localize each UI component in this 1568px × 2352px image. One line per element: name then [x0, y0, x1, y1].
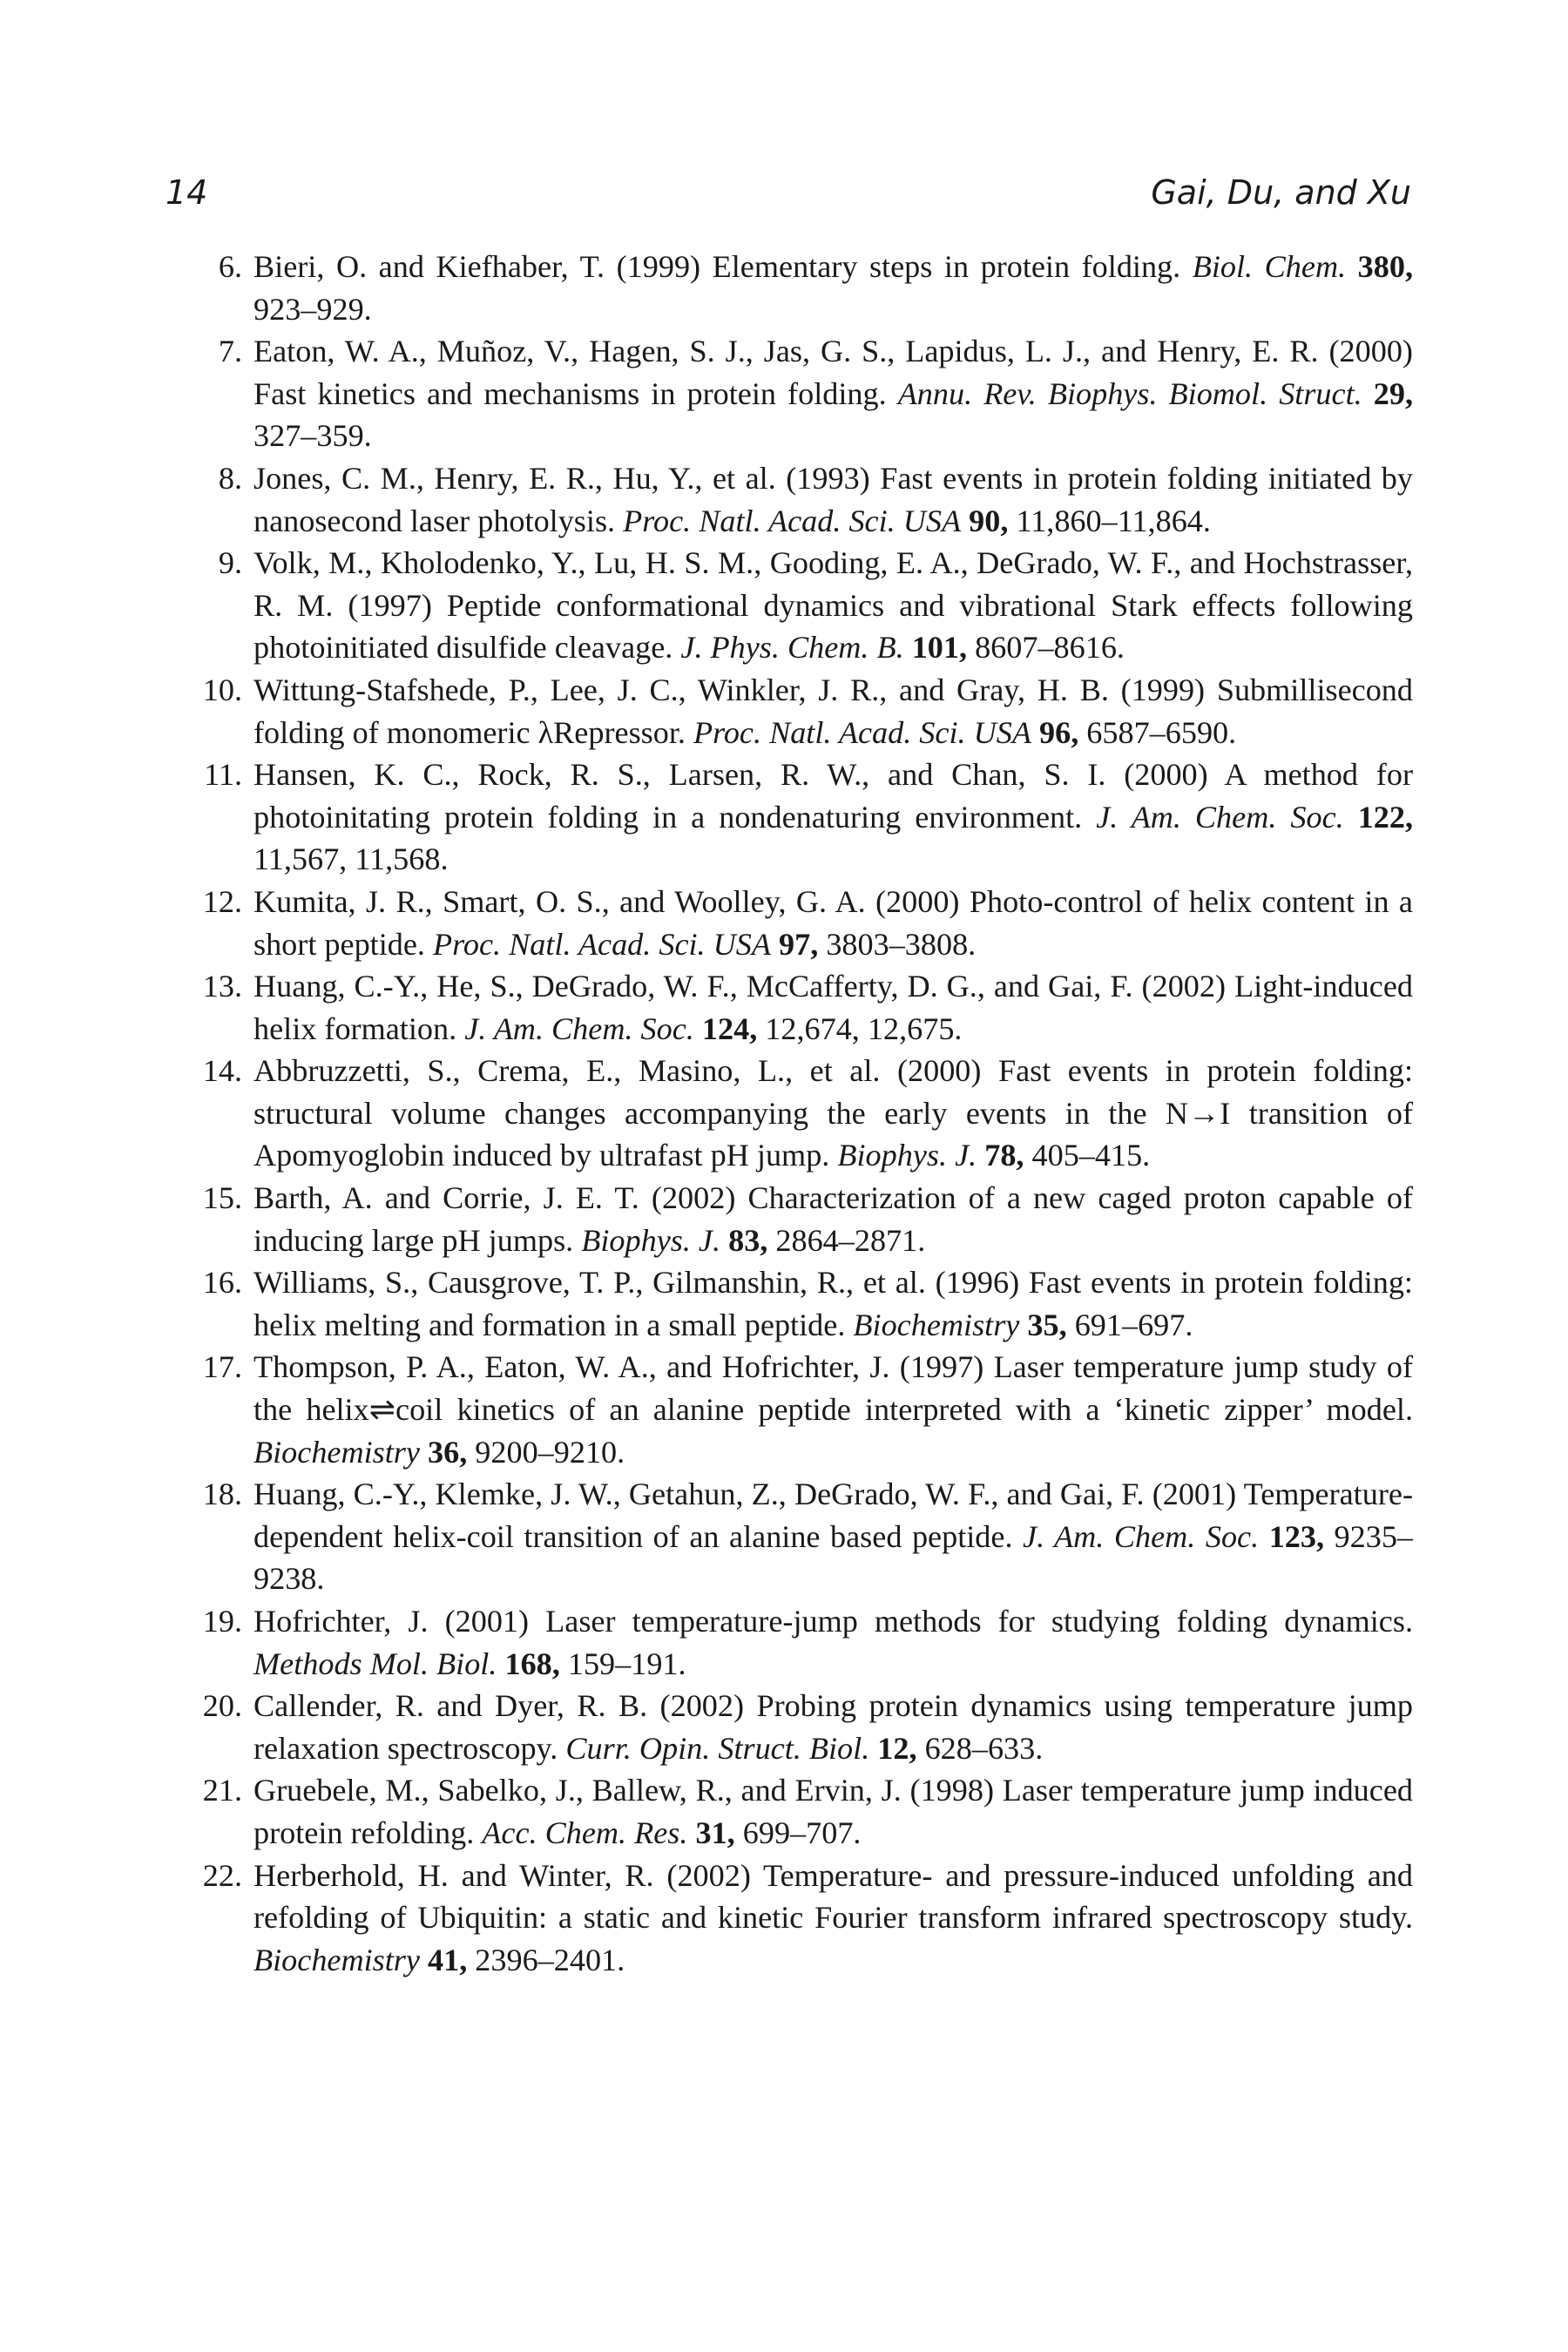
reference-text — [242, 1600, 1413, 1685]
reference-pages: 3803–3808. — [818, 926, 977, 962]
reference-journal: Proc. Natl. Acad. Sci. USA — [693, 714, 1031, 750]
reference-text — [242, 330, 1413, 457]
reference-number: 20. — [202, 1688, 242, 1724]
reference-journal: Biophys. J. — [837, 1138, 977, 1173]
reference-volume: 168, — [504, 1646, 560, 1681]
reference-item — [162, 1600, 1413, 1685]
reference-authors-title: Gruebele, M., Sabelko, J., Ballew, R., and Ervin, J. (1998) Laser temperature jump induced protein refolding. — [253, 1773, 1413, 1850]
reference-separator — [1344, 800, 1358, 835]
reference-number: 10. — [202, 672, 242, 707]
reference-text — [242, 754, 1413, 881]
reference-authors-title: Hansen, K. C., Rock, R. S., Larsen, R. W., and Chan, S. I. (2000) A method for photoinitating protein folding in a nondenaturing environment. — [253, 757, 1413, 835]
reference-authors-title: Kumita, J. R., Smart, O. S., and Woolley, G. A. (2000) Photo-control of helix content in a short peptide. — [253, 883, 1413, 962]
reference-volume: 83, — [728, 1222, 768, 1258]
reference-journal: Biol. Chem. — [1192, 249, 1347, 284]
reference-text — [242, 1769, 1413, 1854]
reference-item — [162, 1685, 1413, 1769]
reference-separator — [771, 927, 779, 962]
reference-pages: 6587–6590. — [1078, 714, 1237, 750]
running-head-authors: Gai, Du, and Xu — [1151, 173, 1411, 212]
reference-authors-title: Barth, A. and Corrie, J. E. T. (2002) Characterization of a new caged proton capable of inducing large pH jumps. — [253, 1180, 1413, 1258]
reference-text — [242, 1050, 1413, 1177]
reference-item — [162, 1261, 1413, 1346]
reference-number: 11. — [204, 757, 242, 793]
reference-separator — [869, 1731, 877, 1766]
reference-item — [162, 246, 1413, 330]
reference-volume: 90, — [969, 503, 1009, 538]
reference-separator — [1259, 1519, 1269, 1554]
reference-authors-title: Callender, R. and Dyer, R. B. (2002) Probing protein dynamics using temperature jump relaxation spectroscopy. — [253, 1688, 1413, 1766]
reference-item — [162, 1050, 1413, 1177]
reference-text — [242, 1855, 1413, 1982]
reference-number: 14. — [202, 1053, 242, 1089]
reference-item — [162, 1855, 1413, 1982]
reference-authors-title: Hofrichter, J. (2001) Laser temperature-jump methods for studying folding dynamics. — [253, 1604, 1413, 1639]
reference-number: 9. — [218, 545, 242, 581]
reference-pages: 691–697. — [1066, 1307, 1193, 1342]
reference-journal: Biophys. J. — [581, 1222, 721, 1258]
reference-journal: Annu. Rev. Biophys. Biomol. Struct. — [897, 375, 1362, 411]
reference-journal: Methods Mol. Biol. — [253, 1646, 497, 1681]
reference-item — [162, 457, 1413, 542]
reference-pages: 8607–8616. — [967, 630, 1125, 666]
reference-list — [162, 246, 1413, 1981]
reference-journal: J. Am. Chem. Soc. — [1023, 1518, 1260, 1554]
reference-volume: 78, — [984, 1138, 1024, 1173]
reference-pages: 11,567, 11,568. — [253, 841, 449, 877]
reference-pages: 923–929. — [253, 291, 372, 327]
reference-item — [162, 330, 1413, 457]
reference-text — [242, 542, 1413, 669]
reference-separator — [720, 1223, 728, 1258]
reference-pages: 9235–9238. — [253, 1518, 1414, 1597]
reference-volume: 123, — [1268, 1518, 1325, 1554]
reference-journal: Proc. Natl. Acad. Sci. USA — [433, 926, 771, 962]
reference-pages: 628–633. — [916, 1730, 1044, 1766]
running-head — [166, 171, 1411, 214]
reference-authors-title: Volk, M., Kholodenko, Y., Lu, H. S. M., Gooding, E. A., DeGrado, W. F., and Hochstrasser, R. M. (1997) Peptide conformational dynamics and vibrational Stark effects following photoinitiated disulfide cleavage. — [253, 545, 1413, 666]
reference-pages: 2864–2871. — [767, 1222, 926, 1258]
reference-volume: 29, — [1373, 375, 1413, 411]
reference-journal: Proc. Natl. Acad. Sci. USA — [623, 503, 962, 538]
reference-number: 13. — [202, 969, 242, 1004]
reference-number: 15. — [202, 1180, 242, 1216]
reference-volume: 124, — [701, 1010, 758, 1046]
reference-volume: 36, — [428, 1434, 468, 1470]
reference-text — [242, 881, 1413, 965]
page-number: 14 — [166, 173, 208, 212]
reference-text — [242, 1685, 1413, 1769]
reference-text — [242, 1346, 1413, 1473]
reference-item — [162, 1769, 1413, 1854]
reference-authors-title: Williams, S., Causgrove, T. P., Gilmanshin, R., et al. (1996) Fast events in protein folding: helix melting and formation in a small peptide. — [253, 1265, 1413, 1342]
reference-pages: 2396–2401. — [467, 1942, 625, 1977]
reference-pages: 11,860–11,864. — [1008, 503, 1211, 538]
reference-separator — [977, 1138, 984, 1173]
reference-separator — [420, 1435, 428, 1470]
reference-volume: 31, — [695, 1815, 735, 1850]
reference-text — [242, 1261, 1413, 1346]
reference-item — [162, 1346, 1413, 1473]
reference-journal: J. Phys. Chem. B. — [680, 630, 904, 666]
reference-authors-title: Jones, C. M., Henry, E. R., Hu, Y., et al. (1993) Fast events in protein folding initiated by nanosecond laser photolysis. — [253, 460, 1413, 538]
reference-text — [242, 669, 1413, 754]
reference-volume: 380, — [1357, 249, 1413, 284]
reference-authors-title: Thompson, P. A., Eaton, W. A., and Hofrichter, J. (1997) Laser temperature jump study of the helix⇌coil kinetics of an alanine peptide interpreted with a ‘kinetic zipper’ model. — [253, 1349, 1413, 1428]
reference-separator — [904, 630, 912, 665]
reference-number: 18. — [202, 1477, 242, 1512]
reference-number: 16. — [202, 1265, 242, 1301]
reference-text — [242, 1473, 1413, 1600]
reference-volume: 41, — [428, 1942, 468, 1977]
reference-item — [162, 754, 1413, 881]
reference-text — [242, 457, 1413, 542]
reference-item — [162, 1473, 1413, 1600]
reference-item — [162, 542, 1413, 669]
reference-number: 19. — [202, 1604, 242, 1639]
reference-number: 6. — [218, 249, 242, 284]
reference-separator — [961, 504, 969, 538]
reference-number: 7. — [218, 334, 242, 369]
reference-item — [162, 881, 1413, 965]
reference-volume: 101, — [911, 630, 968, 666]
reference-authors-title: Abbruzzetti, S., Crema, E., Masino, L., et al. (2000) Fast events in protein folding: structural volume changes accompanying the early events in the N→I transition of Apomyoglobin induced by ultrafast pH jump. — [253, 1053, 1413, 1173]
reference-journal: Biochemistry — [853, 1307, 1020, 1342]
reference-journal: J. Am. Chem. Soc. — [464, 1010, 694, 1046]
reference-pages: 327–359. — [253, 418, 372, 454]
reference-pages: 159–191. — [559, 1646, 686, 1681]
reference-journal: Curr. Opin. Struct. Biol. — [565, 1730, 870, 1766]
reference-item — [162, 669, 1413, 754]
reference-number: 22. — [202, 1857, 242, 1893]
reference-item — [162, 1177, 1413, 1261]
reference-pages: 9200–9210. — [467, 1434, 625, 1470]
reference-volume: 97, — [779, 926, 819, 962]
reference-separator — [420, 1943, 428, 1977]
reference-separator — [1031, 715, 1039, 750]
reference-volume: 12, — [877, 1730, 917, 1766]
reference-separator — [1362, 376, 1374, 411]
reference-authors-title: Huang, C.-Y., Klemke, J. W., Getahun, Z., DeGrado, W. F., and Gai, F. (2001) Temperature-dependent helix-coil transition of an alanine based peptide. — [253, 1477, 1413, 1554]
reference-text — [242, 965, 1413, 1050]
reference-number: 8. — [218, 460, 242, 496]
reference-journal: Biochemistry — [253, 1942, 420, 1977]
reference-journal: Acc. Chem. Res. — [482, 1815, 688, 1850]
reference-volume: 96, — [1039, 714, 1079, 750]
reference-pages: 12,674, 12,675. — [757, 1010, 963, 1046]
reference-item — [162, 965, 1413, 1050]
reference-authors-title: Herberhold, H. and Winter, R. (2002) Temperature- and pressure-induced unfolding and refolding of Ubiquitin: a static and kinetic Fourier transform infrared spectroscopy study. — [253, 1857, 1413, 1936]
reference-journal: Biochemistry — [253, 1434, 420, 1470]
reference-journal: J. Am. Chem. Soc. — [1096, 799, 1344, 835]
reference-number: 21. — [202, 1773, 242, 1808]
reference-authors-title: Huang, C.-Y., He, S., DeGrado, W. F., McCafferty, D. G., and Gai, F. (2002) Light-induced helix formation. — [253, 969, 1413, 1046]
reference-text — [242, 1177, 1413, 1261]
reference-text — [242, 246, 1413, 330]
reference-pages: 405–415. — [1024, 1138, 1151, 1173]
reference-number: 17. — [202, 1349, 242, 1385]
reference-separator — [1346, 249, 1358, 284]
reference-pages: 699–707. — [734, 1815, 862, 1850]
reference-volume: 122, — [1357, 799, 1414, 835]
reference-number: 12. — [202, 883, 242, 919]
reference-separator — [694, 1011, 702, 1046]
reference-authors-title: Wittung-Stafshede, P., Lee, J. C., Winkler, J. R., and Gray, H. B. (1999) Submillisecond folding of monomeric λRepressor. — [253, 672, 1413, 750]
reference-volume: 35, — [1027, 1307, 1067, 1342]
reference-authors-title: Eaton, W. A., Muñoz, V., Hagen, S. J., Jas, G. S., Lapidus, L. J., and Henry, E. R. (2000) Fast kinetics and mechanisms in protein folding. — [253, 334, 1413, 411]
reference-authors-title: Bieri, O. and Kiefhaber, T. (1999) Elementary steps in protein folding. — [253, 249, 1193, 284]
